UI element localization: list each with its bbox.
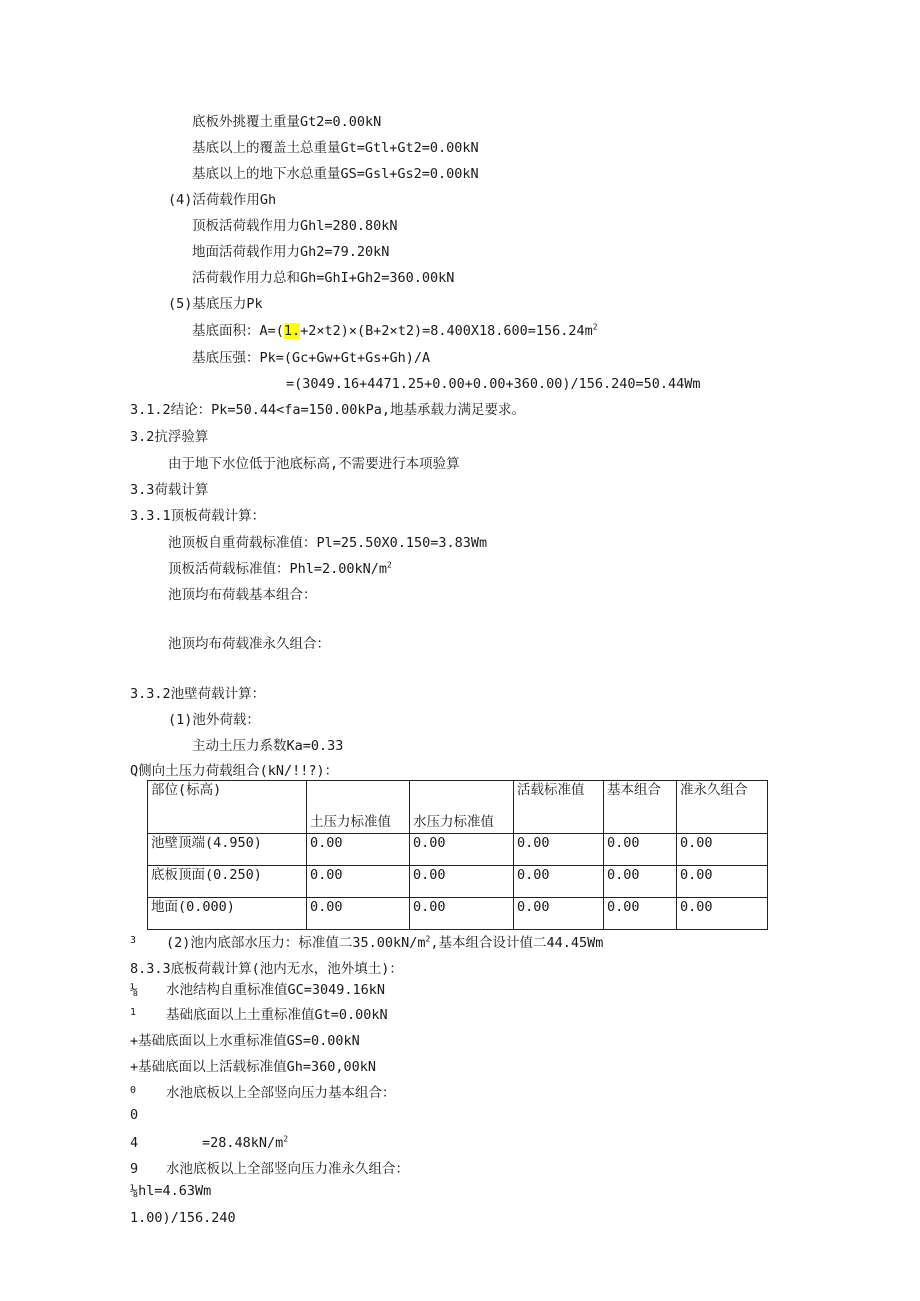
section-heading: 3.2抗浮验算 (130, 429, 209, 445)
load-table (147, 780, 768, 930)
table-header-cell: 土压力标准值 (307, 781, 410, 834)
margin-marker: 3 (130, 935, 137, 946)
table-cell: 0.00 (410, 898, 514, 930)
table-header-row (148, 781, 768, 834)
text-line (168, 560, 392, 578)
text-line: 1.00)/156.240 (130, 1210, 236, 1226)
margin-marker: ⅛ (130, 982, 139, 998)
table-header-cell: 活载标准值 (514, 781, 604, 834)
text-line: (1)池外荷载： (168, 712, 260, 728)
table-cell: 池壁顶端(4.950) (148, 834, 307, 866)
superscript: 2 (592, 322, 598, 332)
text-line: 池顶均布荷载基本组合： (168, 587, 317, 603)
text-line: +基础底面以上水重标准值GS=0.00kN (130, 1033, 360, 1049)
text-post: ,基本组合设计值二44.45Wm (430, 935, 604, 951)
margin-marker: 4 (130, 1135, 139, 1151)
superscript: 2 (425, 934, 431, 944)
text-line: 水池结构自重标准值GC=3049.16kN (166, 982, 386, 998)
table-cell: 地面(0.000) (148, 898, 307, 930)
section-heading: 3.3.2池壁荷载计算： (130, 686, 266, 702)
formula-pre: 基底面积：A=( (192, 323, 284, 339)
section-heading: (5)基底压力Pk (168, 296, 263, 312)
table-cell: 0.00 (307, 898, 410, 930)
table-cell: 0.00 (410, 866, 514, 898)
table-row (148, 866, 768, 898)
section-heading: 8.3.3底板荷载计算(池内无水，池外填土)： (130, 961, 403, 977)
text-line: 底板外挑覆土重量Gt2=0.00kN (192, 114, 382, 130)
text-line: 0 (130, 1107, 139, 1123)
text-line: ⅛hl=4.63Wm (130, 1183, 212, 1199)
table-cell: 底板顶面(0.250) (148, 866, 307, 898)
table-cell: 0.00 (677, 866, 768, 898)
table-header-cell: 水压力标准值 (410, 781, 514, 834)
highlighted-text: 1. (283, 323, 301, 339)
table-cell: 0.00 (677, 898, 768, 930)
conclusion-line: 3.1.2结论：Pk=50.44<fa=150.00kPa,地基承载力满足要求。 (130, 402, 525, 418)
table-cell: 0.00 (604, 866, 677, 898)
table-cell: 0.00 (677, 834, 768, 866)
formula-line: 基底压强：Pk=(Gc+Gw+Gt+Gs+Gh)/A (192, 350, 431, 366)
table-cell: 0.00 (307, 866, 410, 898)
margin-marker: 0 (130, 1085, 137, 1096)
section-heading: 3.3荷载计算 (130, 482, 209, 498)
formula-post: +2×t2)×(B+2×t2)=8.400X18.600=156.24m (300, 323, 593, 339)
table-cell: 0.00 (514, 866, 604, 898)
table-cell: 0.00 (604, 898, 677, 930)
text-line: 由于地下水位低于池底标高,不需要进行本项验算 (168, 456, 460, 472)
text-line (202, 1134, 288, 1152)
text-line: +基础底面以上活载标准值Gh=360,00kN (130, 1059, 377, 1075)
formula-line (192, 322, 598, 340)
table-header-cell: 基本组合 (604, 781, 677, 834)
superscript: 2 (387, 560, 392, 570)
table-cell: 0.00 (514, 834, 604, 866)
superscript: 2 (283, 1134, 289, 1144)
section-heading: (4)活荷载作用Gh (168, 192, 277, 208)
table-cell: 0.00 (307, 834, 410, 866)
table-caption: Q侧向土压力荷载组合(kN/!!?)： (130, 763, 339, 779)
text-line: 水池底板以上全部竖向压力准永久组合： (166, 1161, 409, 1177)
text-pre: =28.48kN/m (202, 1135, 284, 1151)
text-line: 活荷载作用力总和Gh=GhI+Gh2=360.00kN (192, 270, 455, 286)
table-cell: 0.00 (604, 834, 677, 866)
table-header-cell: 部位(标高) (148, 781, 307, 834)
text-line: 池顶板自重荷载标准值：Pl=25.50X0.150=3.83Wm (168, 535, 488, 551)
table-row (148, 898, 768, 930)
text-line (166, 934, 603, 952)
section-heading: 3.3.1顶板荷载计算： (130, 508, 266, 524)
text-line: 基底以上的地下水总重量GS=Gsl+Gs2=0.00kN (192, 166, 479, 182)
margin-marker: 1 (130, 1007, 137, 1018)
margin-marker: 9 (130, 1161, 139, 1177)
table-row (148, 834, 768, 866)
text-line: 池顶均布荷载准永久组合： (168, 636, 330, 652)
text-pre: 顶板活荷载标准值：Phl=2.00kN/m (168, 561, 388, 577)
text-line: 主动土压力系数Ka=0.33 (192, 738, 344, 754)
formula-line: =(3049.16+4471.25+0.00+0.00+360.00)/156.240=50.44Wm (286, 376, 701, 392)
text-pre: (2)池内底部水压力：标准值二35.00kN/m (166, 935, 426, 951)
table-header-cell: 准永久组合 (677, 781, 768, 834)
text-line: 水池底板以上全部竖向压力基本组合： (166, 1085, 396, 1101)
text-line: 顶板活荷载作用力Ghl=280.80kN (192, 218, 398, 234)
text-line: 基础底面以上土重标准值Gt=0.00kN (166, 1007, 388, 1023)
table-cell: 0.00 (514, 898, 604, 930)
table-cell: 0.00 (410, 834, 514, 866)
text-line: 地面活荷载作用力Gh2=79.20kN (192, 244, 390, 260)
text-line: 基底以上的覆盖土总重量Gt=Gtl+Gt2=0.00kN (192, 140, 479, 156)
